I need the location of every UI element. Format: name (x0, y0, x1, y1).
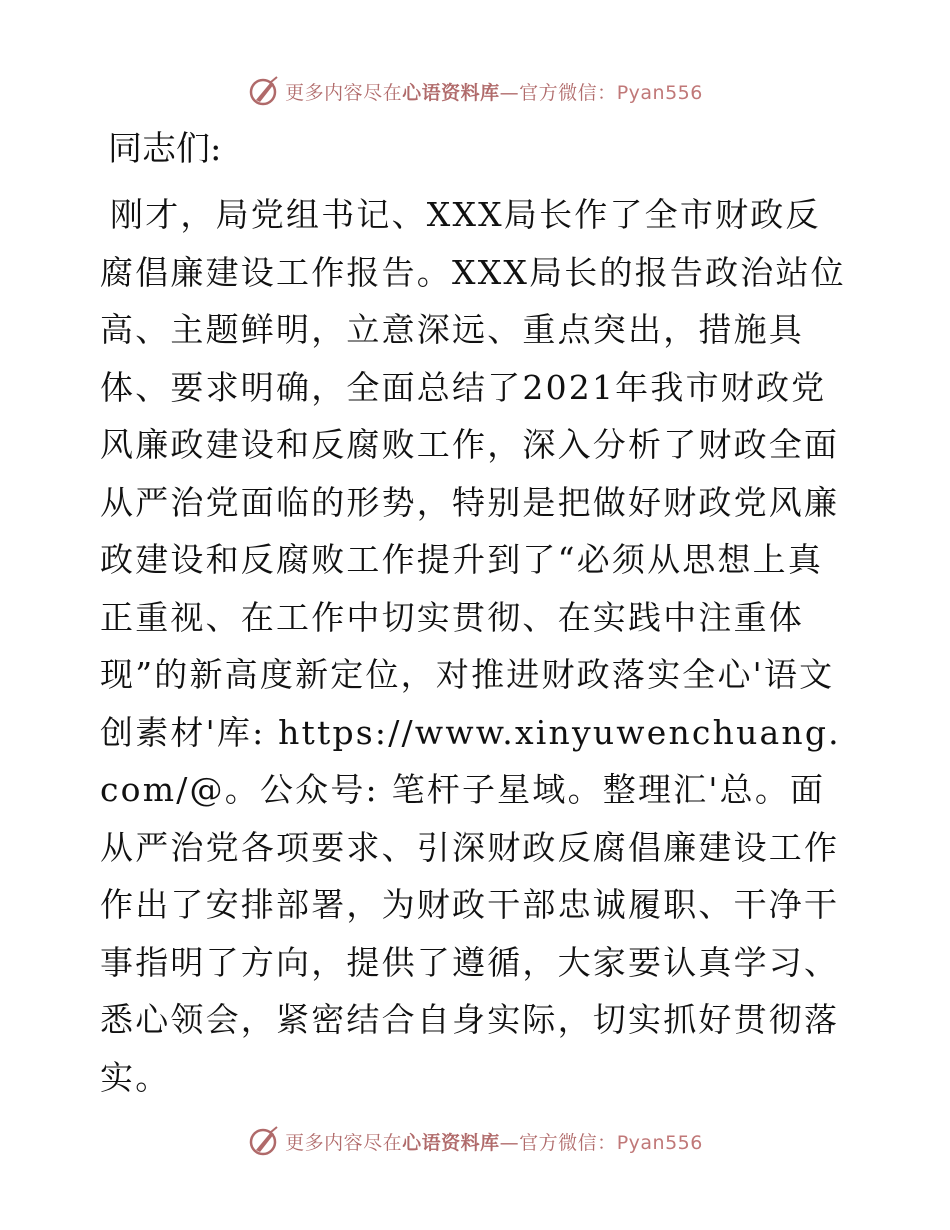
watermark-text: 更多内容尽在心语资料库—官方微信：Pyan556 (285, 1131, 703, 1154)
watermark-banner-bottom (0, 1121, 950, 1161)
greeting: 同志们: (108, 129, 222, 169)
watermark-banner-top (0, 71, 950, 111)
quill-logo-icon (247, 74, 281, 108)
quill-logo-icon (247, 1124, 281, 1158)
watermark-text: 更多内容尽在心语资料库—官方微信：Pyan556 (285, 81, 703, 104)
body-paragraph: 刚才，局党组书记、XXX局长作了全市财政反腐倡廉建设工作报告。XXX局长的报告政治站位高、主题鲜明，立意深远、重点突出，措施具体、要求明确，全面总结了2021年我市财政党风廉政建设和反腐败工作，深入分析了财政全面从严治党面临的形势，特别是把做好财政党风廉政建设和反腐败工作提升到了“必须从思想上真正重视、在工作中切实贯彻、在实践中注重体现”的新高度新定位，对推进财政落实全心'语文创素材'库: https://www.xinyuwenchuang.com/@。公众号: 笔杆子星域。整理汇'总。面从严治党各项要求、引深财政反腐倡廉建设工作作出了安排部署，为财政干部忠诚履职、干净干事指明了方向，提供了遵循，大家要认真学习、悉心领会，紧密结合自身实际，切实抓好贯彻落实。 (100, 195, 846, 1097)
